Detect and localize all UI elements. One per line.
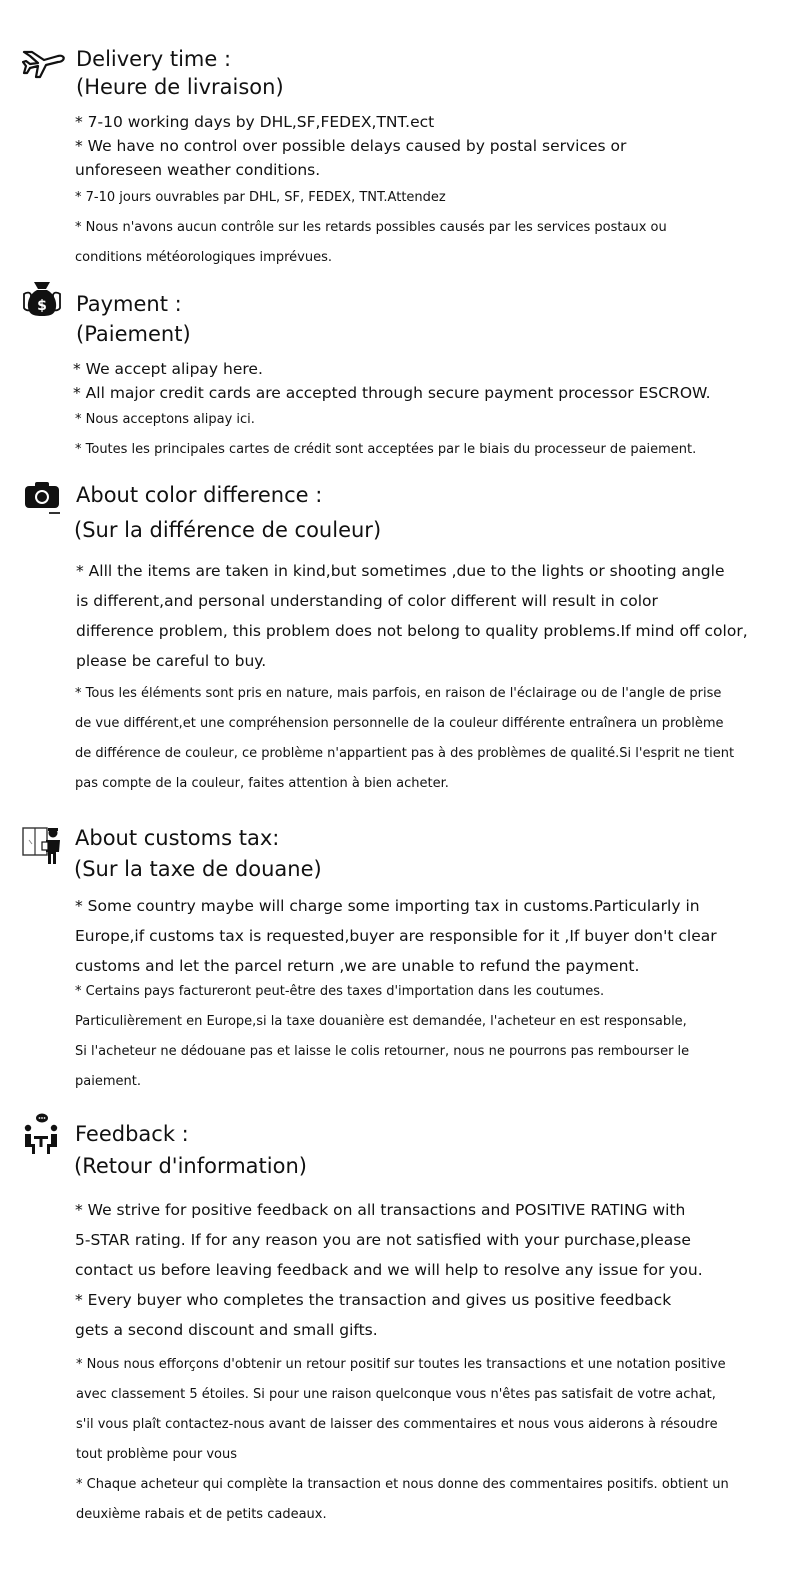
section-subtitle: (Sur la différence de couleur) (74, 518, 382, 542)
text-line: * Nous nous efforçons d'obtenir un retour positif sur toutes les transactions et une notation positive (76, 1357, 726, 1372)
english-text (75, 891, 717, 981)
french-text (75, 183, 667, 273)
meeting-icon (22, 1112, 60, 1156)
text-line: * We accept alipay here. (73, 360, 263, 378)
text-line: * We have no control over possible delays caused by postal services or (75, 137, 627, 155)
text-line: difference problem, this problem does not belong to quality problems.If mind off color, (76, 622, 748, 640)
text-line: * Certains pays factureront peut-être des taxes d'importation dans les coutumes. (75, 984, 605, 999)
section-subtitle: (Paiement) (76, 322, 191, 346)
text-line: * All major credit cards are accepted through secure payment processor ESCROW. (73, 384, 711, 402)
text-line: gets a second discount and small gifts. (75, 1321, 378, 1339)
text-line: conditions météorologiques imprévues. (75, 250, 332, 265)
section-subtitle: (Retour d'information) (74, 1154, 307, 1178)
text-line: * Toutes les principales cartes de crédit sont acceptées par le biais du processeur de paiement. (75, 442, 697, 457)
english-text (73, 357, 711, 405)
money-bag-icon (22, 280, 62, 318)
text-line: * 7-10 jours ouvrables par DHL, SF, FEDEX, TNT.Attendez (75, 190, 446, 205)
text-line: * Nous n'avons aucun contrôle sur les retards possibles causés par les services postaux ou (75, 220, 667, 235)
camera-icon (24, 480, 62, 514)
section-title: About color difference : (76, 483, 323, 507)
text-line: * 7-10 working days by DHL,SF,FEDEX,TNT.ect (75, 113, 435, 131)
section-title: About customs tax: (75, 826, 280, 850)
french-text (75, 977, 689, 1097)
text-line: tout problème pour vous (76, 1447, 238, 1462)
text-line: is different,and personal understanding of color different will result in color (76, 592, 658, 610)
section-title: Payment : (76, 292, 182, 316)
text-line: * Chaque acheteur qui complète la transaction et nous donne des commentaires positifs. obtient un (76, 1477, 729, 1492)
text-line: customs and let the parcel return ,we are unable to refund the payment. (75, 957, 640, 975)
text-line: * Some country maybe will charge some importing tax in customs.Particularly in (75, 897, 700, 915)
text-line: 5-STAR rating. If for any reason you are not satisfied with your purchase,please (75, 1231, 691, 1249)
text-line: de vue différent,et une compréhension personnelle de la couleur différente entraînera un problème (75, 716, 724, 731)
text-line: pas compte de la couleur, faites attention à bien acheter. (75, 776, 449, 791)
text-line: * Every buyer who completes the transaction and gives us positive feedback (75, 1291, 672, 1309)
section-title: Delivery time : (76, 47, 232, 71)
airplane-icon (22, 46, 66, 80)
text-line: avec classement 5 étoiles. Si pour une raison quelconque vous n'êtes pas satisfait de votre achat, (76, 1387, 716, 1402)
text-line: Particulièrement en Europe,si la taxe douanière est demandée, l'acheteur en est responsable, (75, 1014, 687, 1029)
french-text (75, 405, 696, 465)
svg-text:$: $ (37, 298, 47, 314)
section-subtitle: (Sur la taxe de douane) (74, 857, 322, 881)
text-line: * Alll the items are taken in kind,but sometimes ,due to the lights or shooting angle (76, 562, 725, 580)
french-text (76, 1350, 729, 1530)
text-line: please be careful to buy. (76, 652, 267, 670)
section-title: Feedback : (75, 1122, 189, 1146)
text-line: de différence de couleur, ce problème n'appartient pas à des problèmes de qualité.Si l'esprit ne tient (75, 746, 735, 761)
text-line: Europe,if customs tax is requested,buyer are responsible for it ,If buyer don't clear (75, 927, 717, 945)
text-line: contact us before leaving feedback and we will help to resolve any issue for you. (75, 1261, 703, 1279)
text-line: unforeseen weather conditions. (75, 161, 321, 179)
english-text (76, 556, 748, 676)
text-line: * Nous acceptons alipay ici. (75, 412, 255, 427)
english-text (75, 1195, 703, 1345)
customs-officer-icon (22, 824, 64, 866)
section-subtitle: (Heure de livraison) (76, 75, 284, 99)
text-line: * We strive for positive feedback on all transactions and POSITIVE RATING with (75, 1201, 686, 1219)
text-line: s'il vous plaît contactez-nous avant de laisser des commentaires et nous vous aiderons à résoudre (76, 1417, 718, 1432)
text-line: * Tous les éléments sont pris en nature, mais parfois, en raison de l'éclairage ou de l'angle de prise (75, 686, 722, 701)
french-text (75, 679, 734, 799)
text-line: Si l'acheteur ne dédouane pas et laisse le colis retourner, nous ne pourrons pas rembourser le (75, 1044, 690, 1059)
text-line: deuxième rabais et de petits cadeaux. (76, 1507, 327, 1522)
english-text (75, 110, 626, 182)
text-line: paiement. (75, 1074, 141, 1089)
